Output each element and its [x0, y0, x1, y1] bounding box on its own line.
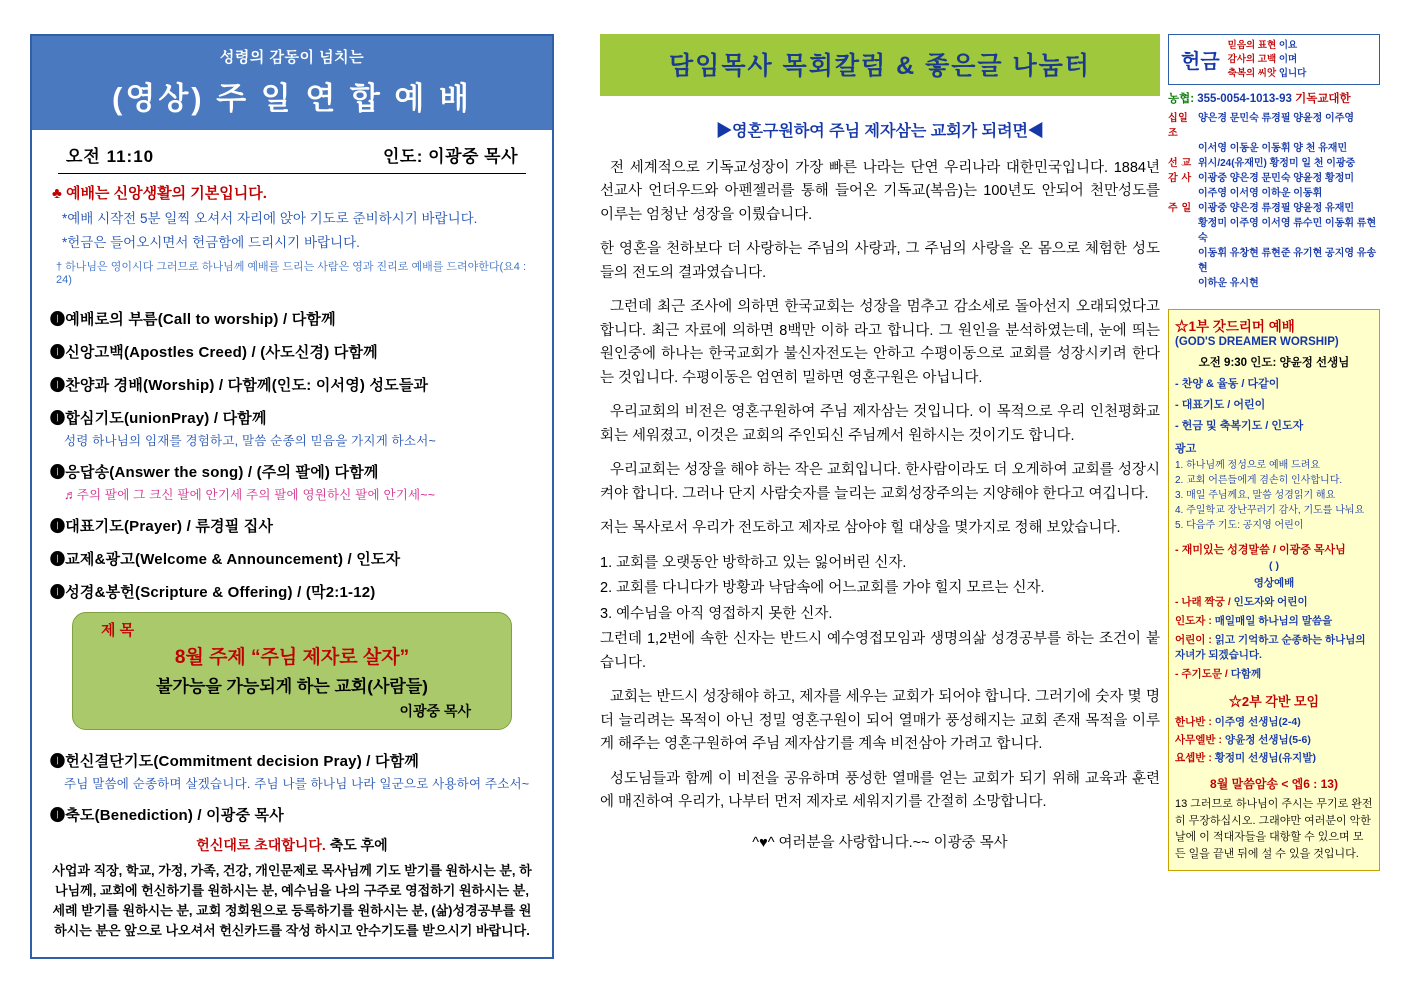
- worship1-title: ☆1부 갓드리머 예배: [1175, 319, 1295, 335]
- worship-header-sub: 성령의 감동이 넘치는: [219, 49, 365, 66]
- duty-key: [1168, 186, 1198, 201]
- duty-key: [1168, 246, 1198, 276]
- order-item: [50, 341, 538, 362]
- invitation-title-text: 헌신대로 초대합니다.: [196, 837, 326, 853]
- offering-line-val: 이며: [1278, 53, 1298, 65]
- column-paragraph: 한 영혼을 천하보다 더 사랑하는 주님의 사랑과, 그 주님의 사랑을 온 몸으로 체험한 성도들의 전도의 결과였습니다.: [600, 241, 1160, 281]
- order-item: [50, 548, 538, 569]
- offering-line: [1228, 53, 1307, 67]
- duty-value: 위시/24(유재민) 황정미 일 천 이광중: [1198, 158, 1356, 170]
- pledge-label: 인도자 :: [1175, 615, 1212, 628]
- class-teacher: 양윤정 선생님(5-6): [1224, 734, 1311, 747]
- offering-line-val: 입니다: [1278, 67, 1307, 79]
- worship1-time: 오전 9:30 인도: 양윤정 선생님: [1198, 357, 1350, 370]
- invitation-body: 사업과 직장, 학교, 가정, 가족, 건강, 개인문제로 목사님께 기도 받기를 원하시는 분, 하나님께, 교회에 헌신하기를 원하시는 분, 예수님을 나의 구주로 영접하기 원하시는 분, 세례 받기를 원하시는 분, 교회 정회원으로 등록하기를 원하시는 분, (삶)성경공부를 원하시는 분은 앞으로 나오셔서 헌신카드를 작성 하시고 안수기도를 받으시기 바랍니다.: [52, 863, 532, 939]
- sermon-subtitle: 불가능을 가능되게 하는 교회(사람들): [156, 677, 428, 696]
- worship-header: [32, 36, 552, 130]
- column-paragraph: 교회는 반드시 성장해야 하고, 제자를 세우는 교회가 되어야 합니다. 그러기에 숫자 몇 명 더 늘리려는 목적이 아닌 정밀 영혼구원이 되어 열매가 풍성해지는 교회 존재 목적을 이루게 해주는 영혼구원하여 주님 제자삼기를 계속 비전삼아 가려고 합니다.: [600, 689, 1160, 753]
- class-row: [1175, 714, 1373, 729]
- order-list-after: [32, 730, 552, 825]
- announcement-item: 2. 교회 어른들에게 겸손히 인사합니다.: [1175, 475, 1343, 487]
- announcement-item: 5. 다음주 기도: 공지영 어린이: [1175, 520, 1304, 532]
- duty-value: 양은경 문민숙 류경필 양윤정 이주영: [1198, 113, 1355, 125]
- column-list-item: 1. 교회를 오랫동안 방학하고 있는 잃어버린 신자.: [600, 554, 907, 571]
- duty-key: 감 사: [1168, 173, 1192, 185]
- column-paragraph: 우리교회의 비전은 영혼구원하여 주님 제자삼는 것입니다. 이 목적으로 우리 인천평화교회는 세워졌고, 이것은 교회의 주인되신 주님께서 원하시는 것이기도 합니다.: [600, 404, 1160, 444]
- pledge-value: 매일매일 하나님의 말씀을: [1214, 615, 1333, 628]
- worship1-item: - 헌금 및 축복기도 / 인도자: [1175, 420, 1304, 433]
- duty-key: [1168, 141, 1198, 156]
- class-teacher: 이주영 선생님(2-4): [1214, 716, 1301, 729]
- order-item: [50, 581, 538, 602]
- class-row: [1175, 732, 1373, 747]
- order-item-label: ❶응답송(Answer the song) / (주의 팔에) 다함께: [50, 464, 379, 481]
- order-item-label: ❶성경&봉헌(Scripture & Offering) / (막2:1-12): [50, 584, 376, 601]
- worship1-section-blank: ( ): [1269, 560, 1279, 573]
- order-item-label: ❶신앙고백(Apostles Creed) / (사도신경) 다함께: [50, 344, 378, 361]
- duty-key: 주 일: [1168, 203, 1192, 215]
- table-row: [1168, 141, 1380, 156]
- announcement-item: 3. 매일 주님께요, 말씀 성경읽기 해요: [1175, 490, 1336, 502]
- worship-order-panel: [30, 34, 554, 959]
- order-item: [50, 308, 538, 329]
- invitation-block: [32, 825, 552, 942]
- table-row: [1168, 201, 1380, 216]
- class-name: 사무엘반 :: [1175, 734, 1222, 747]
- table-row: [1168, 216, 1380, 246]
- worship2-title: ☆2부 각반 모임: [1228, 694, 1320, 710]
- class-name: 요셉반 :: [1175, 752, 1212, 765]
- table-row: [1168, 156, 1380, 171]
- offering-lines: [1228, 39, 1307, 80]
- offering-title: 헌금: [1181, 51, 1220, 74]
- pledge-label: 어린이 :: [1175, 634, 1212, 647]
- class-teacher: 황정미 선생님(유지발): [1214, 752, 1316, 765]
- worship1-section-media: 영상예배: [1253, 577, 1295, 590]
- table-row: [1168, 276, 1380, 291]
- bank-number: 355-0054-1013-93: [1197, 93, 1292, 106]
- order-item-label: ❶예배로의 부름(Call to worship) / 다함께: [50, 311, 336, 328]
- duty-value: 황정미 이주영 이서영 류수민 이동휘 류현숙: [1198, 218, 1377, 245]
- column-header: [600, 34, 1160, 96]
- column-list-item: 2. 교회를 다니다가 방황과 낙담속에 어느교회를 가야 힐지 모르는 신자.: [600, 580, 1045, 597]
- worship1-pledge-row: [1175, 666, 1373, 681]
- column-paragraph: 그런데 최근 조사에 의하면 한국교회는 성장을 멈추고 감소세로 돌아선지 오래되었다고 합니다. 최근 자료에 의하면 8백만 이하 라고 합니다. 그 원인을 분석하였는데, 눈에 띄는 원인중에 하나는 한국교회가 불신자전도는 안하고 수평이동으로 교회를 성장시키려 한다는 것입니다. 수평이동은 엄연히 밀하면 영혼구원은 아닙니다.: [600, 299, 1160, 386]
- offering-line-val: 이요: [1278, 40, 1298, 51]
- order-item-label: ❶대표기도(Prayer) / 류경필 집사: [50, 518, 274, 535]
- pledge-value: 인도자와 어린이: [1233, 596, 1308, 609]
- table-row: [1168, 111, 1380, 141]
- worship1-pledge-row: [1175, 632, 1373, 662]
- worship-leader: 인도: 이광중 목사: [382, 147, 518, 166]
- bank-account-line: [1168, 90, 1380, 106]
- order-item: [50, 515, 538, 536]
- worship-time-row: [32, 130, 552, 171]
- order-item-label: ❶교제&광고(Welcome & Announcement) / 인도자: [50, 551, 401, 568]
- offering-line-key: 축복의 씨앗: [1227, 67, 1277, 79]
- announcement-heading: 광고: [1175, 443, 1197, 456]
- worship1-item: - 대표기도 / 어린이: [1175, 399, 1266, 412]
- order-item-label: ❶합심기도(unionPray) / 다함께: [50, 410, 267, 427]
- worship1-pledge-row: [1175, 594, 1373, 609]
- worship1-item: - 찬양 & 율동 / 다같이: [1175, 378, 1280, 391]
- order-item-sub: ♬주의 팔에 그 크신 팔에 안기세 주의 팔에 영원하신 팔에 안기세~~: [64, 488, 436, 502]
- announcement-item: 1. 하나님께 정성으로 예배 드려요: [1175, 460, 1321, 472]
- worship-header-title: (영상) 주 일 연 합 예 배: [112, 81, 472, 116]
- column-paragraph: 그런데 1,2번에 속한 신자는 반드시 예수영접모임과 생명의삶 성경공부를 하는 조건이 붙습니다.: [600, 631, 1160, 671]
- pledge-value: 다함께: [1230, 668, 1262, 681]
- column-header-title: 담임목사 목회칼럼 & 좋은글 나눔터: [669, 52, 1091, 80]
- order-item-sub: 성령 하나님의 임재를 경험하고, 말씀 순종의 믿음을 가지게 하소서~: [64, 434, 436, 448]
- column-signature: ^♥^ 여러분을 사랑합니다.~~ 이광중 목사: [752, 834, 1008, 851]
- worship1-title-en: (GOD'S DREAMER WORSHIP): [1175, 336, 1339, 349]
- duty-value: 이동휘 유창현 류현준 유기현 공지영 유송현: [1198, 248, 1377, 275]
- pledge-label: - 나래 짝궁 /: [1175, 596, 1231, 609]
- worship-notice: [32, 174, 552, 288]
- order-item: [50, 461, 538, 503]
- offering-line-key: 감사의 고백: [1227, 53, 1277, 65]
- sermon-label: 제 목: [101, 622, 135, 639]
- column-list-item: 3. 예수님을 아직 영접하지 못한 신자.: [600, 605, 833, 622]
- invitation-title-after: 축도 후에: [329, 837, 388, 853]
- order-item-label: ❶축도(Benediction) / 이광중 목사: [50, 807, 284, 824]
- pastor-column-panel: [600, 34, 1160, 852]
- offering-name-table: [1168, 111, 1380, 291]
- column-body: [600, 157, 1160, 815]
- worship1-section-sermon: - 재미있는 성경말씀 / 이광중 목사님: [1175, 544, 1346, 557]
- memory-verse-title: 8월 말씀암송 < 엡6 : 13): [1210, 777, 1338, 792]
- sermon-title: 8월 주제 “주님 제자로 살자”: [174, 647, 410, 668]
- duty-value: 이주영 이서영 이하운 이동휘: [1198, 188, 1323, 200]
- worship-time: 오전 11:10: [66, 147, 155, 166]
- order-item-label: ❶헌신결단기도(Commitment decision Pray) / 다함께: [50, 753, 420, 770]
- duty-value: 이광중 양은경 문민숙 양윤정 황정미: [1198, 173, 1355, 185]
- order-item-sub: 주님 말씀에 순종하며 살겠습니다. 주님 나를 하나님 나라 일군으로 사용하여 주소서~: [64, 777, 530, 791]
- notice-line-2: *헌금은 들어오시면서 헌금함에 드리시기 바랍니다.: [62, 235, 360, 250]
- column-paragraph: 성도님들과 함께 이 비전을 공유하며 풍성한 열매를 얻는 교회가 되기 위해 교육과 훈련에 매진하여 우리가, 나부터 먼저 제자로 세워지기를 간절히 소망합니다.: [600, 770, 1160, 811]
- class-row: [1175, 750, 1373, 765]
- pledge-value: 읽고 기억하고 순종하는 하나님의 자녀가 되겠습니다.: [1175, 634, 1366, 662]
- table-row: [1168, 186, 1380, 201]
- announcement-item: 4. 주일학교 장난꾸러기 감사, 기도를 나눠요: [1175, 505, 1365, 517]
- column-paragraph: 전 세계적으로 기독교성장이 가장 빠른 나라는 단연 우리나라 대한민국입니다. 1884년 선교사 언더우드와 아펜젤러를 통해 들어온 기독교(복음)는 100년도 안되어 천만성도를 이루는 엄청난 성장을 이뤘습니다.: [600, 160, 1160, 223]
- sermon-box: [72, 612, 512, 730]
- offering-line: [1228, 39, 1307, 53]
- table-row: [1168, 171, 1380, 186]
- column-paragraph: 우리교회는 성장을 해야 하는 작은 교회입니다. 한사람이라도 더 오게하여 교회를 성장시켜야 합니다. 그러나 단지 사람숫자를 늘리는 교회성장주의는 지양해야 한다고 여깁니다.: [600, 462, 1160, 502]
- church-school-box: [1168, 309, 1380, 871]
- offering-line-key: 믿음의 표현: [1227, 40, 1277, 51]
- invitation-title: [50, 835, 534, 855]
- duty-value: 이서영 이동운 이동휘 양 천 유재민: [1198, 143, 1348, 155]
- announcement-list: [1175, 458, 1373, 533]
- bank-tail: 기독교대한: [1295, 93, 1351, 106]
- offering-and-school-panel: [1168, 34, 1380, 871]
- bank-label: 농협:: [1168, 93, 1195, 106]
- table-row: [1168, 246, 1380, 276]
- order-item: [50, 750, 538, 792]
- order-item: [50, 804, 538, 825]
- memory-verse-text: 13 그러므로 하나님이 주시는 무기로 완전히 무장하십시오. 그래야만 여러분이 악한 날에 이 적대자들을 대항할 수 있으며 모든 일을 끝낸 뒤에 설 수 있을 것입니다.: [1175, 798, 1373, 860]
- order-list: [32, 288, 552, 602]
- duty-key: [1168, 216, 1198, 246]
- notice-verse: † 하나님은 영이시다 그러므로 하나님께 예배를 드리는 사람은 영과 진리로 예배를 드려야한다(요4 : 24): [56, 261, 527, 286]
- sermon-preacher: 이광중 목사: [399, 703, 471, 719]
- order-item: [50, 407, 538, 449]
- duty-key: 십일조: [1168, 113, 1189, 140]
- order-item-label: ❶찬양과 경배(Worship) / 다함께(인도: 이서영) 성도들과: [50, 377, 429, 394]
- notice-line-1: *예배 시작전 5분 일찍 오셔서 자리에 앉아 기도로 준비하시기 바랍니다.: [62, 211, 478, 226]
- class-name: 한나반 :: [1175, 716, 1212, 729]
- duty-value: 이광중 양은경 류경필 양윤정 유재민: [1198, 203, 1355, 215]
- order-item: [50, 374, 538, 395]
- column-subtitle: ▶영혼구원하여 주님 제자삼는 교회가 되려면◀: [716, 123, 1044, 140]
- notice-title: ♣ 예배는 신앙생활의 기본입니다.: [52, 185, 267, 202]
- duty-key: [1168, 276, 1198, 291]
- pledge-label: - 주기도문 /: [1175, 668, 1228, 681]
- offering-box: [1168, 34, 1380, 85]
- column-paragraph: 저는 목사로서 우리가 전도하고 제자로 삼아야 힐 대상을 몇가지로 정해 보았습니다.: [600, 520, 1121, 537]
- class-list: [1175, 714, 1373, 765]
- worship1-pledge-row: [1175, 613, 1373, 628]
- duty-value: 이하운 유시현: [1198, 278, 1259, 290]
- offering-line: [1228, 67, 1307, 81]
- duty-key: 선 교: [1168, 158, 1192, 170]
